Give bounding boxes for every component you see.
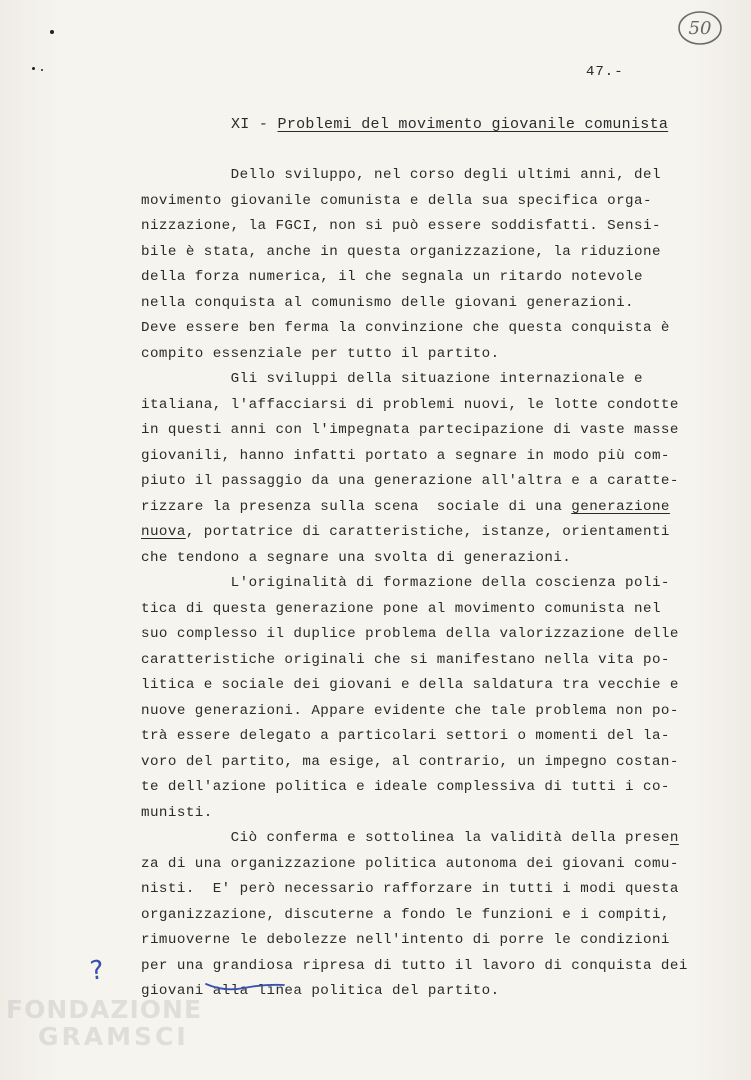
text-line: trà essere delegato a particolari settori o momenti del la- (141, 728, 670, 744)
watermark-line1: FONDAZIONE (6, 995, 203, 1024)
text-line: piuto il passaggio da una generazione all'altra e a caratte- (141, 473, 679, 489)
text-line: suo complesso il duplice problema della valorizzazione delle (141, 626, 679, 642)
text-line: tica di questa generazione pone al movimento comunista nel (141, 600, 661, 617)
text-line: movimento giovanile comunista e della sua specifica orga- (141, 192, 652, 209)
paper-speck (41, 69, 43, 71)
text-line: voro del partito, ma esige, al contrario, un impegno costan- (141, 753, 679, 770)
text-line: nella conquista al comunismo delle giovani generazioni. (141, 294, 635, 311)
text-line: in questi anni con l'impegnata partecipazione di vaste masse (141, 422, 679, 438)
text-segment: , portatrice di caratteristiche, istanze, orientamenti (185, 524, 670, 540)
text-line: bile è stata, anche in questa organizzazione, la riduzione (141, 243, 661, 260)
text-line: Dello sviluppo, nel corso degli ultimi anni, del (141, 167, 661, 183)
archive-stamp (676, 9, 724, 47)
watermark-line2: GRAMSCI (38, 1022, 189, 1051)
text-line: litica e sociale dei giovani e della saldatura tra vecchie e (141, 677, 679, 693)
watermark (6, 996, 202, 1050)
text-line: munisti. (141, 804, 213, 821)
underlined-text: n (669, 830, 679, 846)
text-line: L'originalità di formazione della coscienza poli- (141, 575, 670, 591)
text-line: caratteristiche originali che si manifestano nella vita po- (141, 651, 670, 668)
text-segment: rizzare la presenza sulla scena sociale di una (141, 498, 572, 515)
text-line: della forza numerica, il che segnala un ritardo notevole (141, 269, 643, 285)
text-line (141, 495, 681, 521)
paper-speck (32, 67, 35, 70)
text-line: nizzazione, la FGCI, non si può essere soddisfatti. Sensi- (141, 218, 661, 234)
text-line: giovani alla linea politica del partito. (141, 983, 500, 999)
archive-number: 50 (688, 17, 712, 39)
section-heading (231, 116, 668, 133)
text-line: che tendono a segnare una svolta di generazioni. (141, 549, 572, 566)
text-line (141, 520, 681, 546)
text-line: nuove generazioni. Appare evidente che tale problema non po- (141, 702, 679, 719)
underlined-text: generazione (571, 498, 670, 515)
text-line (141, 826, 681, 852)
heading-prefix: XI - (231, 116, 278, 133)
body-text (141, 163, 688, 1005)
text-line: Deve essere ben ferma la convinzione che questa conquista è (141, 320, 670, 336)
heading-title: Problemi del movimento giovanile comunista (277, 116, 669, 133)
text-line: rimuoverne le debolezze nell'intento di porre le condizioni (141, 932, 670, 948)
text-line: per una grandiosa ripresa di tutto il lavoro di conquista dei (141, 957, 688, 974)
text-line: organizzazione, discuterne a fondo le funzioni e i compiti, (141, 906, 670, 923)
margin-question-mark: ? (88, 955, 106, 987)
paper-speck (50, 30, 54, 34)
text-line: nisti. E' però necessario rafforzare in tutti i modi questa (141, 881, 679, 897)
pen-underline-mark (204, 979, 286, 993)
text-segment: Ciò conferma e sottolinea la validità della prese (141, 830, 670, 846)
text-line: za di una organizzazione politica autonoma dei giovani comu- (141, 855, 679, 872)
text-line: Gli sviluppi della situazione internazionale e (141, 371, 643, 387)
text-line: italiana, l'affacciarsi di problemi nuovi, le lotte condotte (141, 396, 679, 413)
text-line: compito essenziale per tutto il partito. (141, 345, 500, 362)
page-number: 47.- (586, 64, 624, 80)
underlined-text: nuova (141, 524, 186, 540)
text-line: giovanili, hanno infatti portato a segnare in modo più com- (141, 447, 670, 464)
text-line: te dell'azione politica e ideale complessiva di tutti i co- (141, 779, 670, 795)
